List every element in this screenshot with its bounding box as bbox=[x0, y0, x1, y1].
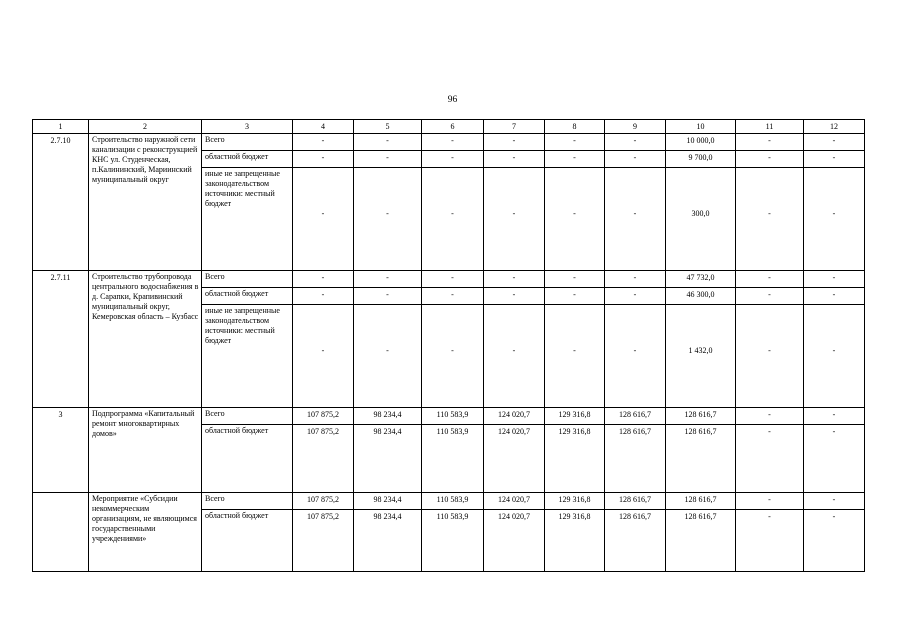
value-cell: 128 616,7 bbox=[666, 425, 736, 493]
value-cell: - bbox=[605, 168, 666, 271]
value-cell: 107 875,2 bbox=[293, 510, 354, 572]
column-header: 10 bbox=[666, 120, 736, 134]
value-cell: - bbox=[293, 168, 354, 271]
value-cell: 107 875,2 bbox=[293, 408, 354, 425]
value-cell: - bbox=[422, 271, 484, 288]
value-cell: - bbox=[354, 134, 422, 151]
value-cell: - bbox=[422, 134, 484, 151]
value-cell: 107 875,2 bbox=[293, 493, 354, 510]
row-code: 2.7.11 bbox=[33, 271, 89, 408]
funding-source: Всего bbox=[202, 493, 293, 510]
value-cell: - bbox=[605, 271, 666, 288]
row-code: 3 bbox=[33, 408, 89, 493]
value-cell: - bbox=[736, 168, 804, 271]
value-cell: 46 300,0 bbox=[666, 288, 736, 305]
funding-source: областной бюджет bbox=[202, 151, 293, 168]
value-cell: 124 020,7 bbox=[484, 408, 545, 425]
value-cell: - bbox=[354, 288, 422, 305]
column-header: 3 bbox=[202, 120, 293, 134]
value-cell: - bbox=[484, 288, 545, 305]
funding-source: областной бюджет bbox=[202, 288, 293, 305]
column-header: 2 bbox=[89, 120, 202, 134]
value-cell: 129 316,8 bbox=[545, 425, 605, 493]
value-cell: 98 234,4 bbox=[354, 493, 422, 510]
value-cell: 128 616,7 bbox=[666, 408, 736, 425]
value-cell: 129 316,8 bbox=[545, 408, 605, 425]
value-cell: - bbox=[804, 493, 865, 510]
value-cell: - bbox=[354, 271, 422, 288]
value-cell: - bbox=[736, 305, 804, 408]
value-cell: - bbox=[293, 305, 354, 408]
table-row bbox=[33, 271, 865, 288]
funding-source: Всего bbox=[202, 271, 293, 288]
column-header: 8 bbox=[545, 120, 605, 134]
value-cell: - bbox=[804, 305, 865, 408]
table-row bbox=[33, 493, 865, 510]
column-header: 11 bbox=[736, 120, 804, 134]
table-row bbox=[33, 134, 865, 151]
value-cell: - bbox=[605, 151, 666, 168]
value-cell: - bbox=[422, 288, 484, 305]
value-cell: - bbox=[605, 305, 666, 408]
value-cell: - bbox=[804, 408, 865, 425]
value-cell: 124 020,7 bbox=[484, 510, 545, 572]
value-cell: - bbox=[736, 510, 804, 572]
row-name: Подпрограмма «Капитальный ремонт многоквартирных домов» bbox=[89, 408, 202, 493]
value-cell: 124 020,7 bbox=[484, 425, 545, 493]
value-cell: 47 732,0 bbox=[666, 271, 736, 288]
value-cell: - bbox=[293, 134, 354, 151]
value-cell: 128 616,7 bbox=[666, 493, 736, 510]
value-cell: 110 583,9 bbox=[422, 493, 484, 510]
value-cell: - bbox=[484, 271, 545, 288]
value-cell: 129 316,8 bbox=[545, 510, 605, 572]
budget-table bbox=[32, 119, 865, 572]
column-header: 1 bbox=[33, 120, 89, 134]
funding-source: областной бюджет bbox=[202, 425, 293, 493]
value-cell: - bbox=[804, 151, 865, 168]
page-number: 96 bbox=[447, 95, 458, 105]
row-code: 2.7.10 bbox=[33, 134, 89, 271]
value-cell: - bbox=[545, 271, 605, 288]
row-name: Мероприятие «Субсидии некоммерческим организациям, не являющимся государственными учреждениями» bbox=[89, 493, 202, 572]
column-header: 9 bbox=[605, 120, 666, 134]
value-cell: - bbox=[545, 151, 605, 168]
funding-source: Всего bbox=[202, 408, 293, 425]
header-row bbox=[33, 120, 865, 134]
value-cell: 128 616,7 bbox=[605, 408, 666, 425]
value-cell: 128 616,7 bbox=[605, 510, 666, 572]
value-cell: - bbox=[804, 134, 865, 151]
funding-source: Всего bbox=[202, 134, 293, 151]
value-cell: 110 583,9 bbox=[422, 510, 484, 572]
column-header: 7 bbox=[484, 120, 545, 134]
value-cell: - bbox=[484, 305, 545, 408]
value-cell: - bbox=[354, 151, 422, 168]
value-cell: - bbox=[736, 134, 804, 151]
value-cell: 124 020,7 bbox=[484, 493, 545, 510]
value-cell: - bbox=[736, 151, 804, 168]
value-cell: 98 234,4 bbox=[354, 425, 422, 493]
value-cell: - bbox=[293, 288, 354, 305]
value-cell: - bbox=[545, 288, 605, 305]
value-cell: - bbox=[605, 288, 666, 305]
value-cell: 98 234,4 bbox=[354, 408, 422, 425]
value-cell: - bbox=[545, 305, 605, 408]
value-cell: - bbox=[545, 168, 605, 271]
value-cell: 110 583,9 bbox=[422, 425, 484, 493]
value-cell: 128 616,7 bbox=[605, 425, 666, 493]
value-cell: - bbox=[605, 134, 666, 151]
column-header: 4 bbox=[293, 120, 354, 134]
column-header: 5 bbox=[354, 120, 422, 134]
value-cell: - bbox=[736, 425, 804, 493]
column-header: 6 bbox=[422, 120, 484, 134]
value-cell: - bbox=[293, 151, 354, 168]
value-cell: 128 616,7 bbox=[605, 493, 666, 510]
value-cell: 129 316,8 bbox=[545, 493, 605, 510]
value-cell: - bbox=[736, 288, 804, 305]
value-cell: - bbox=[422, 168, 484, 271]
value-cell: 1 432,0 bbox=[666, 305, 736, 408]
value-cell: - bbox=[545, 134, 605, 151]
value-cell: - bbox=[422, 305, 484, 408]
value-cell: 300,0 bbox=[666, 168, 736, 271]
row-name: Строительство наружной сети канализации с реконструкцией КНС ул. Студенческая, п.Калининский, Мариинский муниципальный округ bbox=[89, 134, 202, 271]
value-cell: - bbox=[484, 151, 545, 168]
column-header: 12 bbox=[804, 120, 865, 134]
value-cell: 128 616,7 bbox=[666, 510, 736, 572]
row-name: Строительство трубопровода центрального водоснабжения в д. Сарапки, Крапивинский муниципальный округ, Кемеровская область – Кузбасс bbox=[89, 271, 202, 408]
value-cell: - bbox=[736, 493, 804, 510]
value-cell: - bbox=[354, 305, 422, 408]
value-cell: - bbox=[422, 151, 484, 168]
value-cell: 107 875,2 bbox=[293, 425, 354, 493]
value-cell: 9 700,0 bbox=[666, 151, 736, 168]
value-cell: - bbox=[804, 271, 865, 288]
value-cell: 98 234,4 bbox=[354, 510, 422, 572]
value-cell: - bbox=[736, 408, 804, 425]
value-cell: - bbox=[354, 168, 422, 271]
funding-source: иные не запрещенные законодательством источники: местный бюджет bbox=[202, 305, 293, 408]
value-cell: - bbox=[293, 271, 354, 288]
value-cell: - bbox=[736, 271, 804, 288]
table-row bbox=[33, 408, 865, 425]
value-cell: 110 583,9 bbox=[422, 408, 484, 425]
value-cell: 10 000,0 bbox=[666, 134, 736, 151]
value-cell: - bbox=[804, 425, 865, 493]
funding-source: областной бюджет bbox=[202, 510, 293, 572]
value-cell: - bbox=[804, 510, 865, 572]
value-cell: - bbox=[804, 288, 865, 305]
value-cell: - bbox=[804, 168, 865, 271]
value-cell: - bbox=[484, 134, 545, 151]
funding-source: иные не запрещенные законодательством источники: местный бюджет bbox=[202, 168, 293, 271]
value-cell: - bbox=[484, 168, 545, 271]
row-code bbox=[33, 493, 89, 572]
